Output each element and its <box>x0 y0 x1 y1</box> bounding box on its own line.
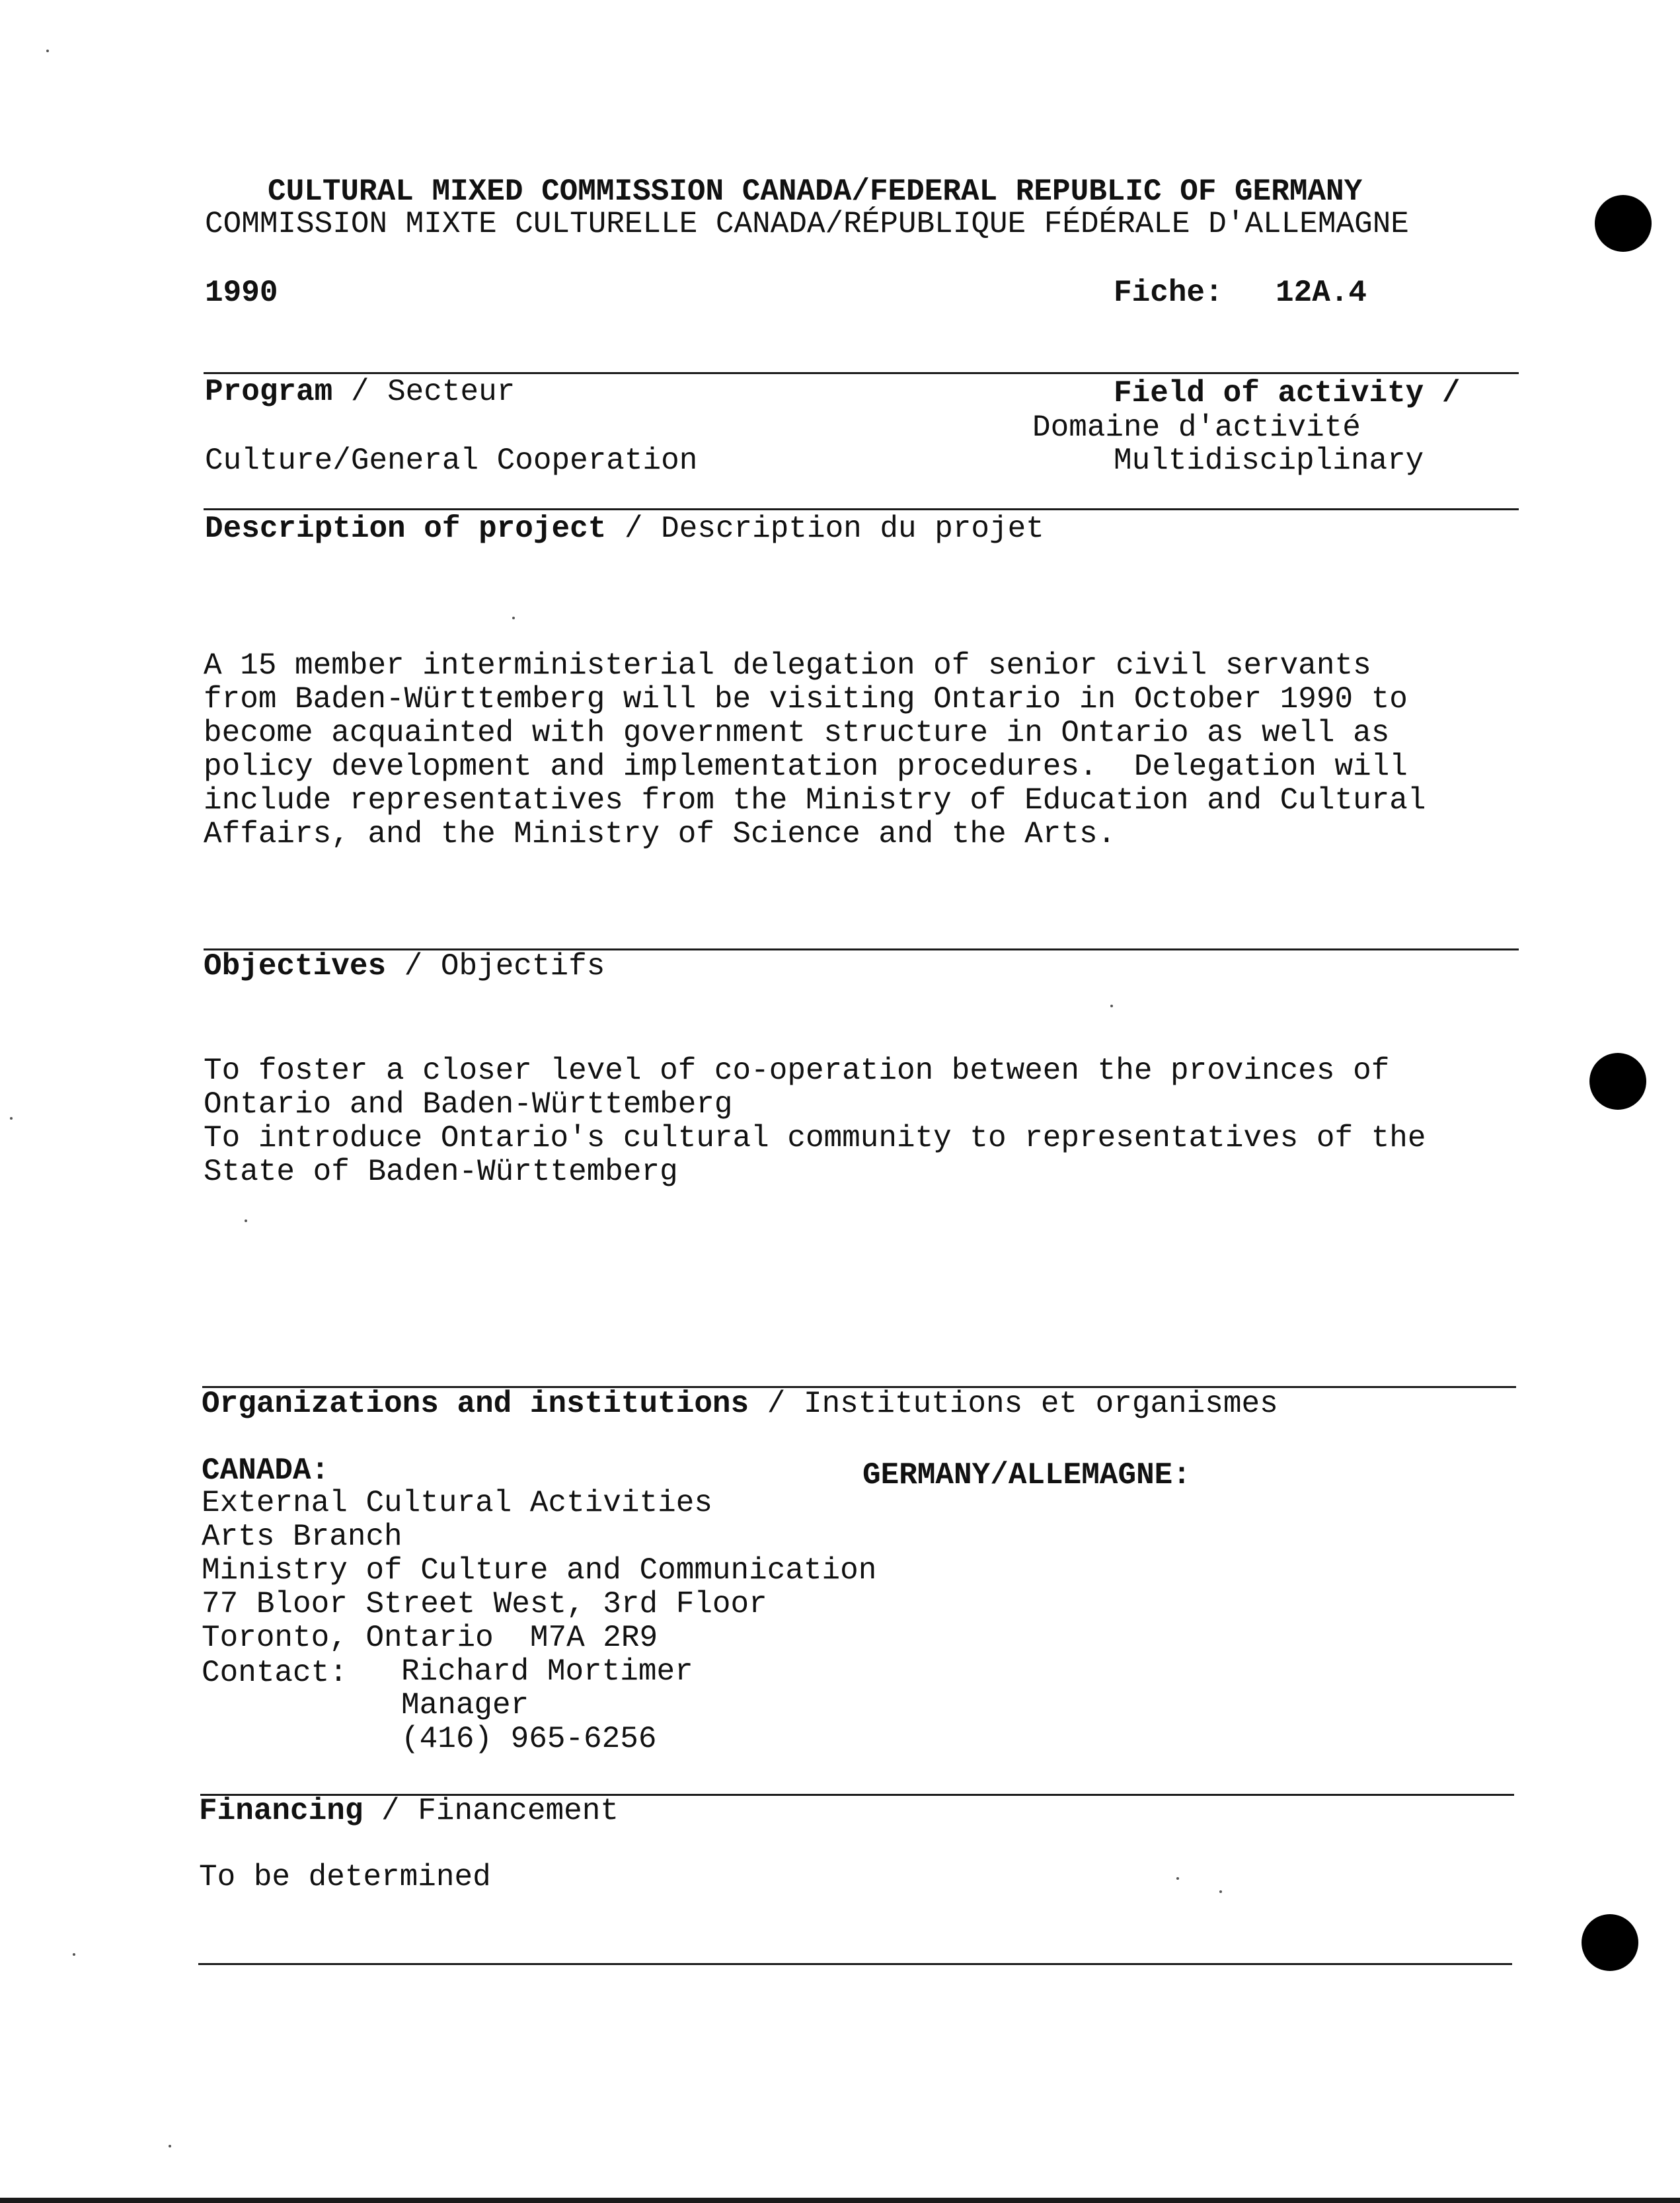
address-line: External Cultural Activities <box>202 1486 712 1520</box>
description-line: A 15 member interministerial delegation of senior civil servants <box>204 648 1371 683</box>
financing-heading <box>199 1795 619 1828</box>
canada-address <box>202 1487 1523 1655</box>
scan-speck <box>512 617 515 619</box>
scan-speck <box>1176 1877 1179 1880</box>
contact-line: (416) 965-6256 <box>401 1722 657 1756</box>
scan-speck <box>245 1219 247 1222</box>
divider-1 <box>204 372 1519 374</box>
objectives-line: State of Baden-Württemberg <box>204 1155 678 1189</box>
title-english: CULTURAL MIXED COMMISSION CANADA/FEDERAL REPUBLIC OF GERMANY <box>268 174 1363 209</box>
address-line: Arts Branch <box>202 1520 402 1554</box>
fiche-number: 12A.4 <box>1276 276 1367 310</box>
program-separator: / <box>332 375 388 409</box>
description-label-en: Description of project <box>205 512 607 546</box>
scan-speck <box>10 1117 13 1120</box>
divider-6 <box>198 1963 1512 1965</box>
financing-value: To be determined <box>199 1860 491 1894</box>
scan-bottom-edge <box>0 2198 1680 2203</box>
organizations-heading <box>202 1387 1278 1420</box>
description-paragraph <box>204 649 1525 851</box>
organizations-separator: / <box>749 1387 804 1421</box>
punch-hole-bottom <box>1582 1914 1638 1971</box>
organizations-label-en: Organizations and institutions <box>202 1387 749 1421</box>
field-label-en: Field of activity / <box>1114 376 1461 410</box>
germany-label: GERMANY/ALLEMAGNE: <box>862 1458 1191 1492</box>
objectives-line: To foster a closer level of co-operation between the provinces of <box>204 1054 1390 1088</box>
canada-label: CANADA: <box>202 1453 330 1488</box>
objectives-label-en: Objectives <box>204 949 387 984</box>
program-label-fr: Secteur <box>387 375 515 409</box>
scan-speck <box>1110 1005 1113 1007</box>
description-heading <box>205 512 1044 545</box>
description-line: Affairs, and the Ministry of Science and the Arts. <box>204 817 1116 851</box>
year: 1990 <box>205 276 278 310</box>
organizations-label-fr: Institutions et organismes <box>803 1387 1278 1421</box>
description-line: become acquainted with government structure in Ontario as well as <box>204 716 1390 750</box>
divider-2 <box>204 508 1519 510</box>
scan-speck <box>73 1953 75 1956</box>
objectives-label-fr: Objectifs <box>440 949 605 984</box>
scan-speck <box>46 50 49 52</box>
program-value: Culture/General Cooperation <box>205 444 698 478</box>
financing-label-en: Financing <box>199 1794 363 1828</box>
description-separator: / <box>606 512 662 546</box>
description-line: include representatives from the Ministry of Education and Cultural <box>204 783 1426 818</box>
objectives-paragraph <box>204 1054 1525 1189</box>
contact-details <box>401 1655 1680 1756</box>
objectives-line: To introduce Ontario's cultural community to representatives of the <box>204 1121 1426 1155</box>
description-line: from Baden-Württemberg will be visiting Ontario in October 1990 to <box>204 682 1408 716</box>
objectives-heading <box>204 950 605 983</box>
objectives-line: Ontario and Baden-Württemberg <box>204 1087 733 1122</box>
field-label-fr: Domaine d'activité <box>1032 410 1361 445</box>
contact-line: Manager <box>401 1688 529 1722</box>
contact-line: Richard Mortimer <box>401 1654 693 1689</box>
objectives-separator: / <box>386 949 441 984</box>
scan-speck <box>1219 1890 1222 1893</box>
financing-separator: / <box>363 1794 418 1828</box>
program-label-en: Program <box>205 375 333 409</box>
punch-hole-top <box>1595 195 1652 252</box>
contact-label: Contact: <box>202 1656 348 1690</box>
description-label-fr: Description du projet <box>661 512 1044 546</box>
address-line: 77 Bloor Street West, 3rd Floor <box>202 1587 767 1621</box>
field-value: Multidisciplinary <box>1114 444 1424 478</box>
fiche-label: Fiche: <box>1114 276 1223 310</box>
title-french: COMMISSION MIXTE CULTURELLE CANADA/RÉPUBLIQUE FÉDÉRALE D'ALLEMAGNE <box>205 207 1409 241</box>
punch-hole-middle <box>1589 1053 1646 1110</box>
description-line: policy development and implementation procedures. Delegation will <box>204 750 1408 784</box>
financing-label-fr: Financement <box>418 1794 619 1828</box>
address-line: Toronto, Ontario M7A 2R9 <box>202 1621 658 1655</box>
scan-speck <box>169 2145 171 2147</box>
program-heading <box>205 375 515 408</box>
address-line: Ministry of Culture and Communication <box>202 1553 877 1588</box>
